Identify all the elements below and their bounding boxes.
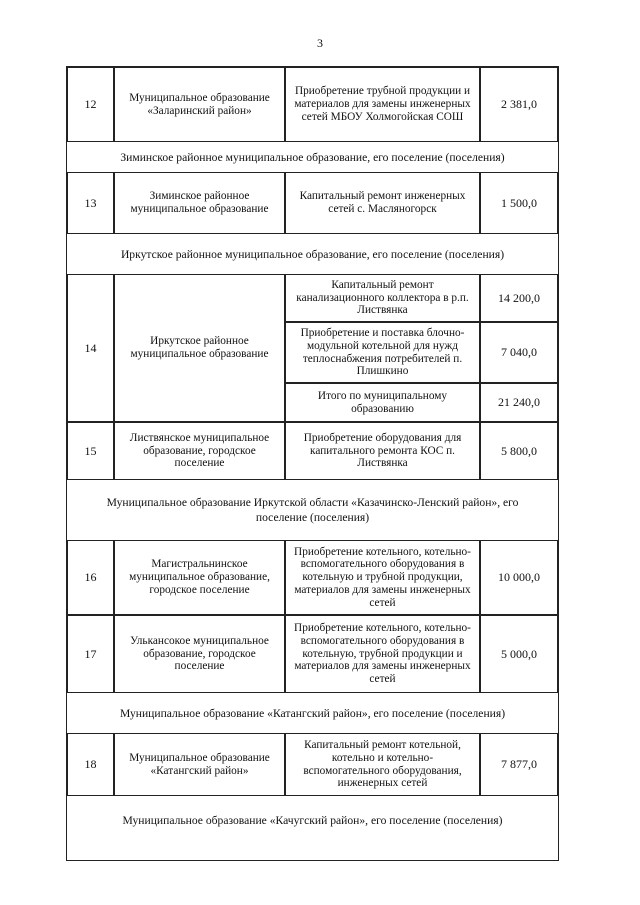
row-number: 17 <box>67 615 114 693</box>
row-number: 18 <box>67 733 114 796</box>
entity-cell: Иркутское районное муниципальное образование <box>114 274 285 422</box>
entity-cell: Магистральнинское муниципальное образование, городское поселение <box>114 540 285 615</box>
region-heading: Муниципальное образование «Катангский район», его поселение (поселения) <box>119 706 506 720</box>
entity-cell: Муниципальное образование «Катангский район» <box>114 733 285 796</box>
amount-cell: 10 000,0 <box>480 540 558 615</box>
amount-cell: 7 040,0 <box>480 322 558 383</box>
row-number: 14 <box>67 274 114 422</box>
purpose-cell: Капитальный ремонт канализационного коллектора в р.п. Листвянка <box>285 274 480 322</box>
entity-cell: Улькансокое муниципальное образование, городское поселение <box>114 615 285 693</box>
amount-cell: 2 381,0 <box>480 67 558 142</box>
region-heading: Зиминское районное муниципальное образование, его поселение (поселения) <box>120 150 505 164</box>
page-number: 3 <box>317 36 323 50</box>
amount-cell: 7 877,0 <box>480 733 558 796</box>
region-heading: Муниципальное образование Иркутской области «Казачинско-Ленский район», его поселение (поселения) <box>106 496 519 524</box>
purpose-cell: Приобретение оборудования для капитального ремонта КОС п. Листвянка <box>285 422 480 480</box>
row-number: 13 <box>67 172 114 234</box>
purpose-cell: Приобретение котельного, котельно-вспомогательного оборудования в котельную, трубной продукции и материалов для замены инженерных сетей <box>285 615 480 693</box>
total-amount: 21 240,0 <box>480 383 558 422</box>
region-heading: Иркутское районное муниципальное образование, его поселение (поселения) <box>120 247 505 261</box>
entity-cell: Листвянское муниципальное образование, городское поселение <box>114 422 285 480</box>
purpose-cell: Капитальный ремонт инженерных сетей с. Масляногорск <box>285 172 480 234</box>
row-number: 16 <box>67 540 114 615</box>
purpose-cell: Приобретение трубной продукции и материалов для замены инженерных сетей МБОУ Холмогойская СОШ <box>285 67 480 142</box>
purpose-cell: Приобретение котельного, котельно-вспомогательного оборудования в котельную и трубной продукции, материалов для замены инженерных сетей <box>285 540 480 615</box>
purpose-cell: Капитальный ремонт котельной, котельно и котельно-вспомогательного оборудования, инженерных сетей <box>285 733 480 796</box>
region-heading: Муниципальное образование «Качугский район», его поселение (поселения) <box>122 813 503 827</box>
total-label: Итого по муниципальному образованию <box>285 383 480 422</box>
amount-cell: 5 000,0 <box>480 615 558 693</box>
row-number: 12 <box>67 67 114 142</box>
amount-cell: 14 200,0 <box>480 274 558 322</box>
row-number: 15 <box>67 422 114 480</box>
entity-cell: Муниципальное образование «Заларинский район» <box>114 67 285 142</box>
funding-table <box>66 66 559 861</box>
entity-cell: Зиминское районное муниципальное образование <box>114 172 285 234</box>
purpose-cell: Приобретение и поставка блочно-модульной котельной для нужд теплоснабжения потребителей п. Плишкино <box>285 322 480 383</box>
amount-cell: 5 800,0 <box>480 422 558 480</box>
amount-cell: 1 500,0 <box>480 172 558 234</box>
